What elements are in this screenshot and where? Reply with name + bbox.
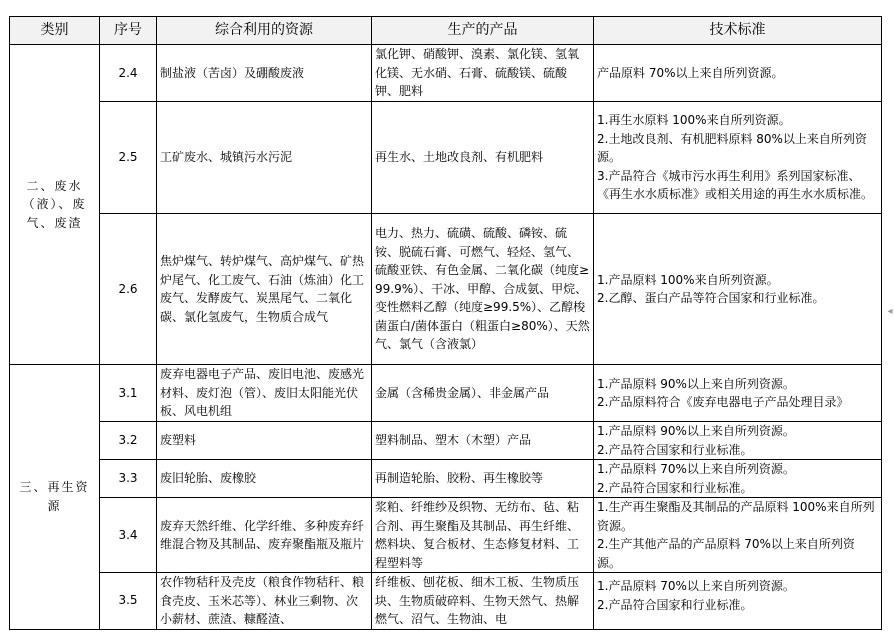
product-cell: 再生水、土地改良剂、有机肥料 <box>372 102 594 214</box>
seq-cell: 3.2 <box>100 422 157 460</box>
resource-cell: 焦炉煤气、转炉煤气、高炉煤气、矿热炉尾气、化工废气、石油（炼油）化工废气、发酵废气、炭黑尾气、二氧化碳、氯化氢废气，生物质合成气 <box>157 214 372 365</box>
seq-cell: 3.1 <box>100 365 157 422</box>
seq-cell: 2.5 <box>100 102 157 214</box>
resource-cell: 农作物秸秆及壳皮（粮食作物秸秆、粮食壳皮、玉米芯等）、林业三剩物、次小薪材、蔗渣、糠醛渣、 <box>157 573 372 630</box>
product-cell: 纤维板、刨花板、细木工板、生物质压块、生物质破碎料、生物天然气、热解燃气、沼气、生物油、电 <box>372 573 594 630</box>
standard-cell: 产品原料 70%以上来自所列资源。 <box>594 45 882 102</box>
standard-cell: 1.生产再生聚酯及其制品的产品原料 100%来自所列资源。 2.生产其他产品的产品原料 70%以上来自所列资源。 <box>594 498 882 573</box>
header-seq: 序号 <box>100 17 157 45</box>
seq-cell: 2.4 <box>100 45 157 102</box>
resource-cell: 废弃天然纤维、化学纤维、多种废弃纤维混合物及其制品、废弃聚酯瓶及瓶片 <box>157 498 372 573</box>
resource-cell: 废塑料 <box>157 422 372 460</box>
table-row <box>10 498 882 573</box>
resource-cell: 工矿废水、城镇污水污泥 <box>157 102 372 214</box>
category-cell: 三、再生资源 <box>10 365 100 630</box>
table-row <box>10 573 882 630</box>
seq-cell: 3.5 <box>100 573 157 630</box>
product-cell: 再制造轮胎、胶粉、再生橡胶等 <box>372 460 594 498</box>
product-cell: 金属（含稀贵金属）、非金属产品 <box>372 365 594 422</box>
table-row <box>10 214 882 365</box>
resource-table <box>9 16 882 630</box>
standard-cell: 1.产品原料 70%以上来自所列资源。 2.产品符合国家和行业标准。 <box>594 573 882 630</box>
table-row <box>10 365 882 422</box>
standard-cell: 1.产品原料 70%以上来自所列资源。 2.产品符合国家和行业标准。 <box>594 460 882 498</box>
seq-cell: 3.3 <box>100 460 157 498</box>
resource-cell: 制盐液（苦卤）及硼酸废液 <box>157 45 372 102</box>
table-row <box>10 102 882 214</box>
category-cell: 二、废水（液）、废气、废渣 <box>10 45 100 365</box>
standard-cell: 1.产品原料 100%来自所列资源。 2.乙醇、蛋白产品等符合国家和行业标准。 <box>594 214 882 365</box>
table-row <box>10 460 882 498</box>
product-cell: 氯化钾、硝酸钾、溴素、氯化镁、氢氧化镁、无水硝、石膏、硫酸镁、硫酸钾、肥料 <box>372 45 594 102</box>
product-cell: 浆粕、纤维纱及织物、无纺布、毡、粘合剂、再生聚酯及其制品、再生纤维、燃料块、复合板材、生态修复材料、工程塑料等 <box>372 498 594 573</box>
standard-cell: 1.再生水原料 100%来自所列资源。 2.土地改良剂、有机肥料原料 80%以上来自所列资源。 3.产品符合《城市污水再生利用》系列国家标准、《再生水水质标准》或相关用途的再生水水质标准。 <box>594 102 882 214</box>
seq-cell: 3.4 <box>100 498 157 573</box>
standard-cell: 1.产品原料 90%以上来自所列资源。 2.产品符合国家和行业标准。 <box>594 422 882 460</box>
standard-cell: 1.产品原料 90%以上来自所列资源。 2.产品原料符合《废弃电器电子产品处理目录》 <box>594 365 882 422</box>
scroll-marker-icon: ◂ <box>887 306 893 317</box>
header-category: 类别 <box>10 17 100 45</box>
product-cell: 电力、热力、硫磺、硫酸、磷铵、硫铵、脱硫石膏、可燃气、轻烃、氢气、硫酸亚铁、有色金属、二氧化碳（纯度≥99.9%）、干冰、甲醇、合成氨、甲烷、变性燃料乙醇（纯度≥99.5%）、乙醇梭菌蛋白/菌体蛋白（粗蛋白≥80%）、天然气、氯气（含液氯） <box>372 214 594 365</box>
table-row <box>10 45 882 102</box>
header-standard: 技术标准 <box>594 17 882 45</box>
header-product: 生产的产品 <box>372 17 594 45</box>
header-row <box>10 17 882 45</box>
resource-cell: 废弃电器电子产品、废旧电池、废感光材料、废灯泡（管）、废旧太阳能光伏板、风电机组 <box>157 365 372 422</box>
header-resource: 综合利用的资源 <box>157 17 372 45</box>
table-row <box>10 422 882 460</box>
resource-cell: 废旧轮胎、废橡胶 <box>157 460 372 498</box>
product-cell: 塑料制品、塑木（木塑）产品 <box>372 422 594 460</box>
seq-cell: 2.6 <box>100 214 157 365</box>
